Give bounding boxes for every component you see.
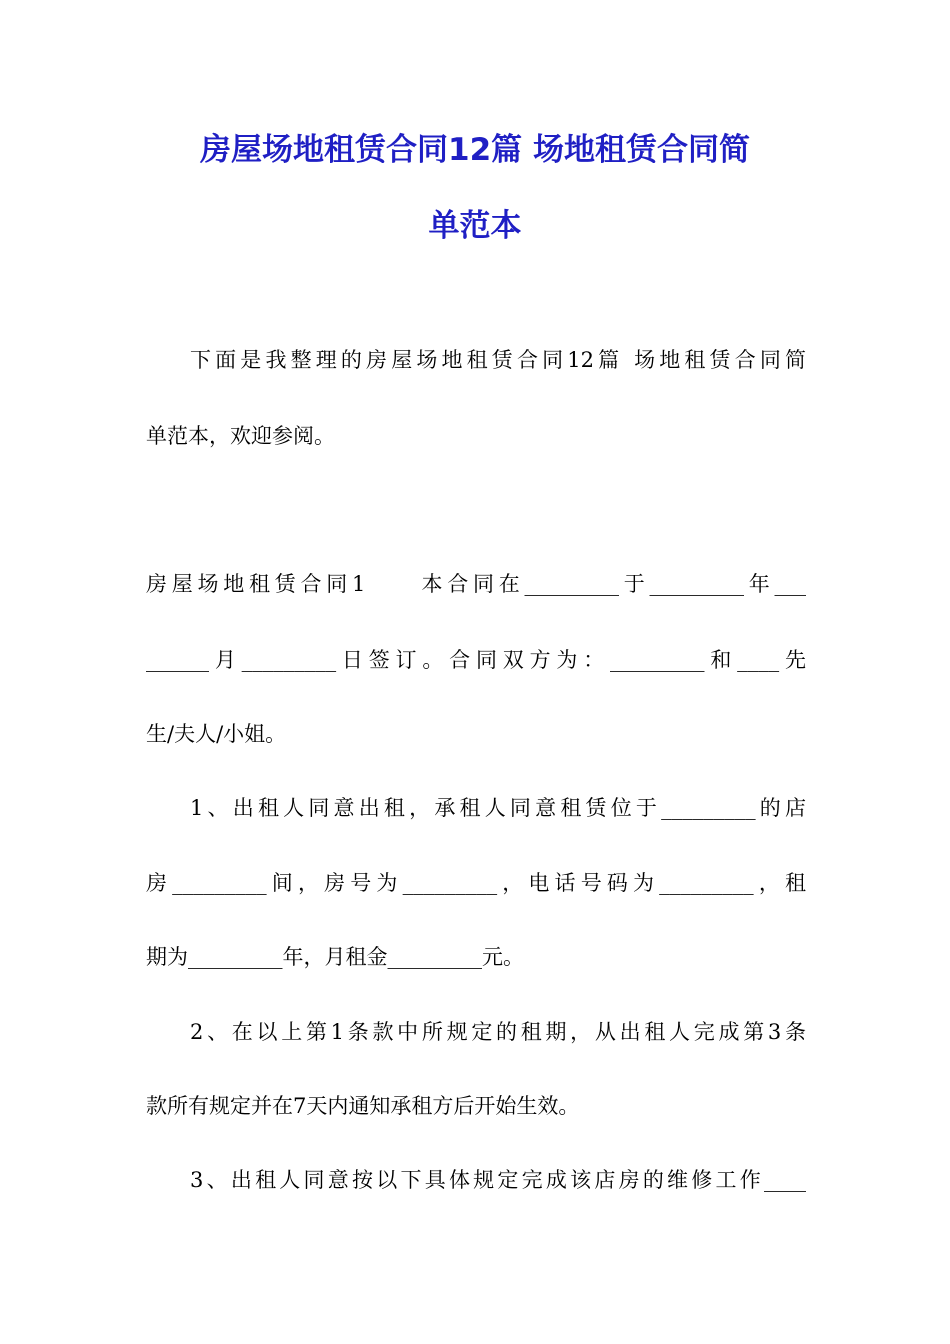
contract-heading-line-1: 房屋场地租赁合同1 本合同在_________于_________年___	[146, 572, 806, 596]
intro-paragraph-line-2: 单范本，欢迎参阅。	[146, 424, 335, 448]
contract-heading-line-2: ______月_________日签订。合同双方为：_________和____先	[146, 648, 806, 672]
clause-1-line-1: 1、出租人同意出租，承租人同意租赁位于_________的店	[190, 796, 806, 820]
clause-2-line-1: 2、在以上第1条款中所规定的租期，从出租人完成第3条	[190, 1020, 806, 1044]
contract-heading-line-3: 生/夫人/小姐。	[146, 722, 287, 746]
clause-1-line-2: 房_________间，房号为_________，电话号码为_________，租	[146, 871, 806, 895]
clause-3-line-1: 3、出租人同意按以下具体规定完成该店房的维修工作____	[190, 1168, 806, 1192]
clause-1-line-3: 期为_________年，月租金_________元。	[146, 945, 524, 969]
intro-paragraph-line-1: 下面是我整理的房屋场地租赁合同12篇 场地租赁合同简	[190, 348, 806, 372]
document-title-line-2: 单范本	[428, 208, 522, 244]
clause-2-line-2: 款所有规定并在7天内通知承租方后开始生效。	[146, 1094, 580, 1118]
document-title-line-1: 房屋场地租赁合同12篇 场地租赁合同简	[200, 132, 750, 168]
